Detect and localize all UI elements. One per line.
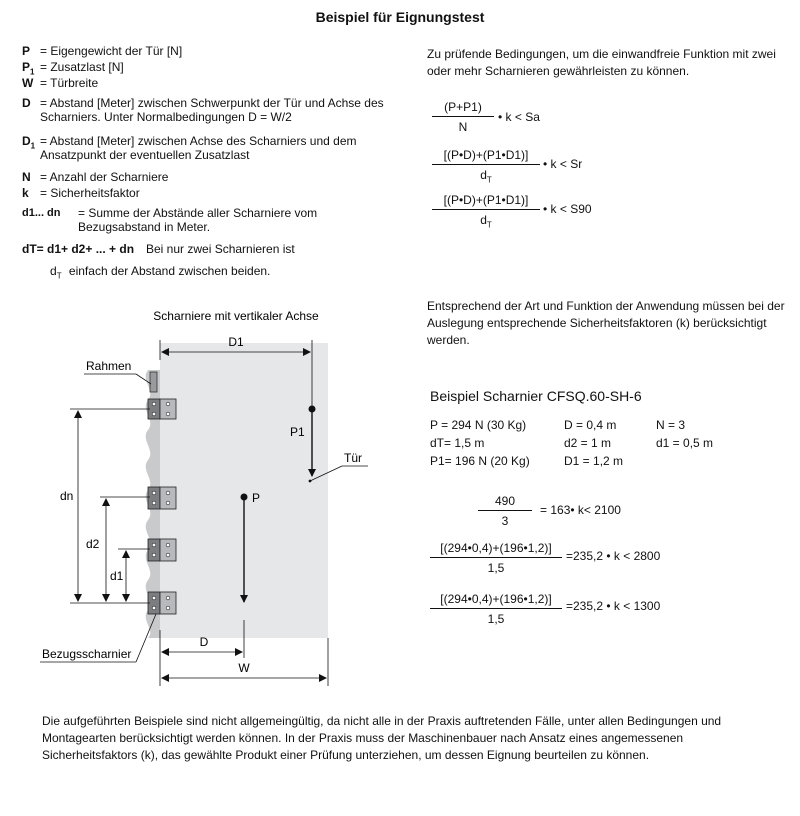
formula-numerator: [(294•0,4)+(196•1,2)] bbox=[440, 541, 552, 555]
legend-text: = Türbreite bbox=[40, 76, 99, 90]
formula-numerator: [(P•D)+(P1•D1)] bbox=[443, 193, 529, 207]
formula-1-fraction bbox=[432, 100, 494, 134]
legend-text: = Eigengewicht der Tür [N] bbox=[40, 44, 183, 58]
legend-symbol-main: P bbox=[22, 60, 31, 74]
den-sub: T bbox=[486, 220, 492, 230]
legend-text: = Abstand [Meter] zwischen Achse des Scharniers und dem Ansatzpunkt der eventuellen Zusatzlast bbox=[40, 134, 357, 162]
formula-2-rhs: • k < Sr bbox=[543, 157, 583, 171]
legend-symbol: P bbox=[22, 44, 31, 58]
value-d1: d1 = 0,5 m bbox=[656, 436, 714, 450]
legend-symbol-main: d bbox=[50, 264, 57, 278]
fraction-bar bbox=[430, 557, 562, 558]
formula-denominator bbox=[432, 168, 540, 184]
formula-denominator bbox=[432, 213, 540, 229]
label-d1: D1 bbox=[228, 335, 244, 349]
value-n: N = 3 bbox=[656, 418, 686, 432]
legend-text: = Summe der Abstände aller Scharniere vom Bezugsabstand in Meter. bbox=[78, 206, 318, 234]
value-d: D = 0,4 m bbox=[564, 418, 617, 432]
safety-factor-text: Entsprechend der Art und Funktion der Anwendung müssen bei der Auslegung entsprechende Sicherheitsfaktoren (k) berücksichtigt werden. bbox=[427, 299, 785, 347]
legend bbox=[22, 44, 412, 284]
den-main: d bbox=[480, 168, 487, 182]
legend-symbol bbox=[22, 134, 35, 153]
hinge-diagram bbox=[0, 290, 420, 700]
example-2-rhs: =235,2 • k < 2800 bbox=[566, 549, 661, 563]
hinge-bottom-reference bbox=[148, 592, 176, 614]
label-d2: d2 bbox=[86, 537, 100, 551]
formula-denominator: 1,5 bbox=[487, 561, 505, 575]
fraction-bar bbox=[430, 608, 562, 609]
formula-3-fraction bbox=[432, 193, 540, 229]
formula-3-rhs: • k < S90 bbox=[543, 202, 592, 216]
legend-text: einfach der Abstand zwischen beiden. bbox=[68, 264, 271, 278]
example-1-fraction bbox=[478, 494, 532, 528]
label-p1: P1 bbox=[290, 425, 305, 439]
value-D1: D1 = 1,2 m bbox=[564, 454, 624, 468]
formula-denominator: N bbox=[458, 120, 468, 134]
value-p1: P1= 196 N (20 Kg) bbox=[430, 454, 530, 468]
hinge-middle-lower bbox=[148, 539, 176, 561]
formula-numerator: [(P•D)+(P1•D1)] bbox=[443, 148, 529, 162]
dt-formula: dT= d1+ d2+ ... + dn bbox=[22, 242, 135, 256]
diagram-caption: Scharniere mit vertikaler Achse bbox=[153, 309, 319, 323]
formula-2-fraction bbox=[432, 148, 540, 184]
footer-disclaimer: Die aufgeführten Beispiele sind nicht allgemeingültig, da nicht alle in der Praxis auftretenden Fälle, unter allen Bedingungen und Montagearten berücksichtigt werden können. In der Praxis muss der Maschinenbauer nach Ansatz eines angemessenen Sicherheitsfaktors (k), das gewählte Produkt einer Prüfung unterziehen, um dessen Eignung beurteilen zu können. bbox=[42, 714, 722, 762]
fraction-bar bbox=[432, 164, 540, 165]
den-main: d bbox=[480, 213, 487, 227]
legend-symbol: d1... dn bbox=[22, 207, 61, 219]
legend-symbol: D bbox=[22, 96, 31, 110]
tuer-point bbox=[309, 480, 312, 483]
example-3-fraction bbox=[430, 592, 562, 626]
legend-symbol-sub: 1 bbox=[30, 141, 36, 151]
example-heading: Beispiel Scharnier CFSQ.60-SH-6 bbox=[430, 388, 642, 404]
example-3-rhs: =235,2 • k < 1300 bbox=[566, 599, 661, 613]
formula-numerator: [(294•0,4)+(196•1,2)] bbox=[440, 592, 552, 606]
label-dn: dn bbox=[60, 489, 74, 503]
fraction-bar bbox=[432, 209, 540, 210]
label-d1-small: d1 bbox=[110, 569, 124, 583]
example-1-rhs: = 163• k< 2100 bbox=[540, 503, 621, 517]
page-title: Beispiel für Eignungstest bbox=[315, 9, 485, 25]
label-p: P bbox=[252, 491, 261, 505]
legend-symbol-sub: 1 bbox=[30, 67, 35, 77]
value-d2: d2 = 1 m bbox=[564, 436, 612, 450]
formula-denominator: 1,5 bbox=[487, 612, 505, 626]
legend-text: Bei nur zwei Scharnieren ist bbox=[146, 242, 295, 256]
fraction-bar bbox=[432, 116, 494, 117]
formula-denominator: 3 bbox=[501, 514, 509, 528]
legend-dt-2 bbox=[50, 264, 410, 283]
legend-symbol-sub: T bbox=[56, 271, 62, 281]
value-dt: dT= 1,5 m bbox=[430, 436, 485, 450]
example-2-fraction bbox=[430, 541, 562, 575]
legend-text: = Anzahl der Scharniere bbox=[40, 170, 169, 184]
label-d: D bbox=[199, 635, 209, 649]
formula-numerator: 490 bbox=[494, 494, 516, 508]
formula-1-rhs: • k < Sa bbox=[498, 110, 540, 124]
label-bezugsscharnier: Bezugsscharnier bbox=[42, 647, 132, 661]
label-w: W bbox=[238, 661, 250, 675]
frame-stop bbox=[150, 372, 157, 392]
label-tuer: Tür bbox=[344, 451, 362, 465]
legend-symbol: W bbox=[22, 76, 34, 90]
legend-text: = Abstand [Meter] zwischen Schwerpunkt der Tür und Achse des Scharniers. Unter Normalbedingungen D = W/2 bbox=[40, 96, 384, 124]
value-p: P = 294 N (30 Kg) bbox=[430, 418, 527, 432]
den-sub: T bbox=[486, 175, 492, 185]
legend-symbol: N bbox=[22, 170, 31, 184]
legend-symbol: k bbox=[22, 186, 29, 200]
legend-symbol-main: D bbox=[22, 134, 31, 148]
fraction-bar bbox=[478, 510, 532, 511]
hinge-middle-upper bbox=[148, 487, 176, 509]
legend-text: = Zusatzlast [N] bbox=[40, 60, 124, 74]
legend-text: = Sicherheitsfaktor bbox=[40, 186, 140, 200]
conditions-intro: Zu prüfende Bedingungen, um die einwandfreie Funktion mit zwei oder mehr Scharnieren gewährleisten zu können. bbox=[427, 47, 776, 78]
label-rahmen: Rahmen bbox=[86, 359, 132, 373]
hinge-top bbox=[148, 399, 176, 419]
formula-numerator: (P+P1) bbox=[444, 100, 482, 114]
